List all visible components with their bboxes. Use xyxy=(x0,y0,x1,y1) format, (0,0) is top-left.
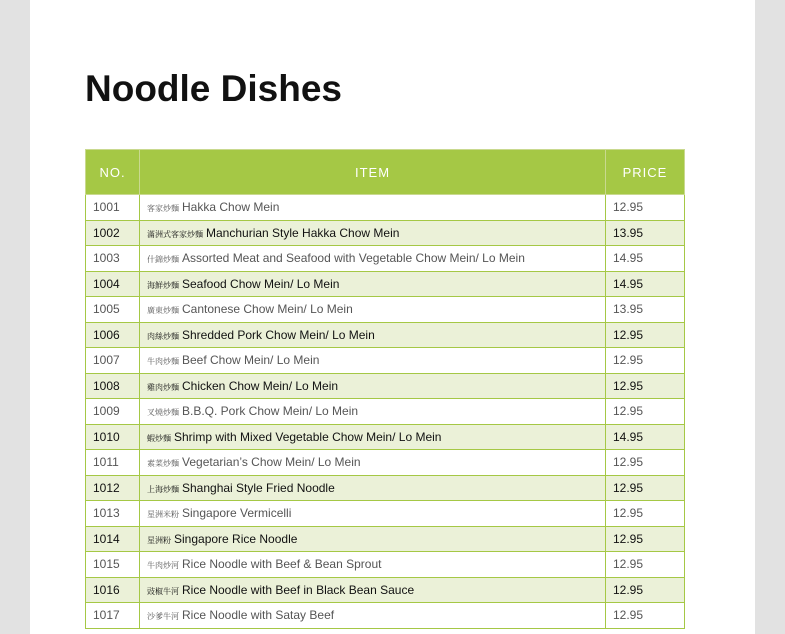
item-chinese-name: 上海炒麵 xyxy=(147,484,179,494)
menu-table xyxy=(85,149,685,629)
item-name-cell xyxy=(140,526,606,552)
item-name-cell xyxy=(140,271,606,297)
item-number: 1014 xyxy=(86,526,140,552)
table-row xyxy=(86,603,685,629)
item-name: Shanghai Style Fried Noodle xyxy=(182,480,335,495)
menu-page xyxy=(30,0,755,634)
item-number: 1016 xyxy=(86,577,140,603)
table-row xyxy=(86,271,685,297)
item-number: 1008 xyxy=(86,373,140,399)
item-number: 1015 xyxy=(86,552,140,578)
item-chinese-name: 肉絲炒麵 xyxy=(147,331,179,341)
item-chinese-name: 沙爹牛河 xyxy=(147,612,179,622)
item-number: 1007 xyxy=(86,348,140,374)
column-header-price: PRICE xyxy=(606,150,685,195)
item-price: 13.95 xyxy=(606,297,685,323)
item-chinese-name: 廣東炒麵 xyxy=(147,306,179,316)
item-name: Shrimp with Mixed Vegetable Chow Mein/ Lo Mein xyxy=(174,429,442,444)
item-price: 14.95 xyxy=(606,271,685,297)
item-chinese-name: 星洲粉 xyxy=(147,535,171,545)
item-name: Rice Noodle with Beef & Bean Sprout xyxy=(182,557,382,572)
item-chinese-name: 牛肉炒麵 xyxy=(147,357,179,367)
item-chinese-name: 海鮮炒麵 xyxy=(147,280,179,290)
item-chinese-name: 雞肉炒麵 xyxy=(147,382,179,392)
item-name: Hakka Chow Mein xyxy=(182,200,280,215)
item-chinese-name: 豉椒牛河 xyxy=(147,586,179,596)
item-name-cell xyxy=(140,348,606,374)
item-name-cell xyxy=(140,195,606,221)
item-number: 1010 xyxy=(86,424,140,450)
menu-table-body xyxy=(86,195,685,629)
item-price: 12.95 xyxy=(606,373,685,399)
item-name: Cantonese Chow Mein/ Lo Mein xyxy=(182,302,353,317)
table-row xyxy=(86,373,685,399)
table-row xyxy=(86,526,685,552)
item-name-cell xyxy=(140,220,606,246)
page-title: Noodle Dishes xyxy=(85,68,342,109)
column-header-no: NO. xyxy=(86,150,140,195)
table-row xyxy=(86,501,685,527)
item-name: B.B.Q. Pork Chow Mein/ Lo Mein xyxy=(182,404,359,419)
item-number: 1002 xyxy=(86,220,140,246)
item-price: 12.95 xyxy=(606,475,685,501)
column-header-item: ITEM xyxy=(140,150,606,195)
item-price: 12.95 xyxy=(606,450,685,476)
item-name-cell xyxy=(140,246,606,272)
item-name: Singapore Rice Noodle xyxy=(174,531,298,546)
table-header-row xyxy=(86,150,685,195)
item-name-cell xyxy=(140,577,606,603)
table-row xyxy=(86,348,685,374)
table-row xyxy=(86,246,685,272)
item-name: Singapore Vermicelli xyxy=(182,506,292,521)
item-chinese-name: 牛肉炒河 xyxy=(147,561,179,571)
table-row xyxy=(86,322,685,348)
item-price: 14.95 xyxy=(606,246,685,272)
item-price: 14.95 xyxy=(606,424,685,450)
item-number: 1012 xyxy=(86,475,140,501)
item-number: 1017 xyxy=(86,603,140,629)
item-number: 1005 xyxy=(86,297,140,323)
table-row xyxy=(86,475,685,501)
table-row xyxy=(86,297,685,323)
item-name: Rice Noodle with Satay Beef xyxy=(182,608,335,623)
item-name-cell xyxy=(140,399,606,425)
item-price: 12.95 xyxy=(606,603,685,629)
item-price: 12.95 xyxy=(606,348,685,374)
item-price: 12.95 xyxy=(606,577,685,603)
item-name: Chicken Chow Mein/ Lo Mein xyxy=(182,378,339,393)
item-number: 1003 xyxy=(86,246,140,272)
item-number: 1001 xyxy=(86,195,140,221)
item-price: 12.95 xyxy=(606,501,685,527)
item-name-cell xyxy=(140,450,606,476)
item-chinese-name: 客家炒麵 xyxy=(147,204,179,214)
table-row xyxy=(86,220,685,246)
table-row xyxy=(86,552,685,578)
item-price: 13.95 xyxy=(606,220,685,246)
item-price: 12.95 xyxy=(606,322,685,348)
item-chinese-name: 滿洲式客家炒麵 xyxy=(147,229,203,239)
item-name-cell xyxy=(140,322,606,348)
item-name: Assorted Meat and Seafood with Vegetable Chow Mein/ Lo Mein xyxy=(182,251,525,266)
item-price: 12.95 xyxy=(606,195,685,221)
item-name: Beef Chow Mein/ Lo Mein xyxy=(182,353,320,368)
item-name-cell xyxy=(140,603,606,629)
table-row xyxy=(86,399,685,425)
item-price: 12.95 xyxy=(606,526,685,552)
item-chinese-name: 什錦炒麵 xyxy=(147,255,179,265)
table-row xyxy=(86,195,685,221)
item-name-cell xyxy=(140,373,606,399)
item-name: Seafood Chow Mein/ Lo Mein xyxy=(182,276,340,291)
item-name: Manchurian Style Hakka Chow Mein xyxy=(206,225,400,240)
item-price: 12.95 xyxy=(606,399,685,425)
table-row xyxy=(86,577,685,603)
item-price: 12.95 xyxy=(606,552,685,578)
item-number: 1009 xyxy=(86,399,140,425)
item-name-cell xyxy=(140,424,606,450)
item-name: Shredded Pork Chow Mein/ Lo Mein xyxy=(182,327,375,342)
table-row xyxy=(86,450,685,476)
item-chinese-name: 素菜炒麵 xyxy=(147,459,179,469)
item-chinese-name: 叉燒炒麵 xyxy=(147,408,179,418)
item-name: Vegetarian’s Chow Mein/ Lo Mein xyxy=(182,455,361,470)
item-name: Rice Noodle with Beef in Black Bean Sauce xyxy=(182,582,415,597)
item-chinese-name: 星洲米粉 xyxy=(147,510,179,520)
table-row xyxy=(86,424,685,450)
item-number: 1006 xyxy=(86,322,140,348)
item-chinese-name: 蝦炒麵 xyxy=(147,433,171,443)
item-number: 1004 xyxy=(86,271,140,297)
item-number: 1013 xyxy=(86,501,140,527)
item-name-cell xyxy=(140,552,606,578)
item-name-cell xyxy=(140,501,606,527)
item-name-cell xyxy=(140,475,606,501)
item-name-cell xyxy=(140,297,606,323)
item-number: 1011 xyxy=(86,450,140,476)
